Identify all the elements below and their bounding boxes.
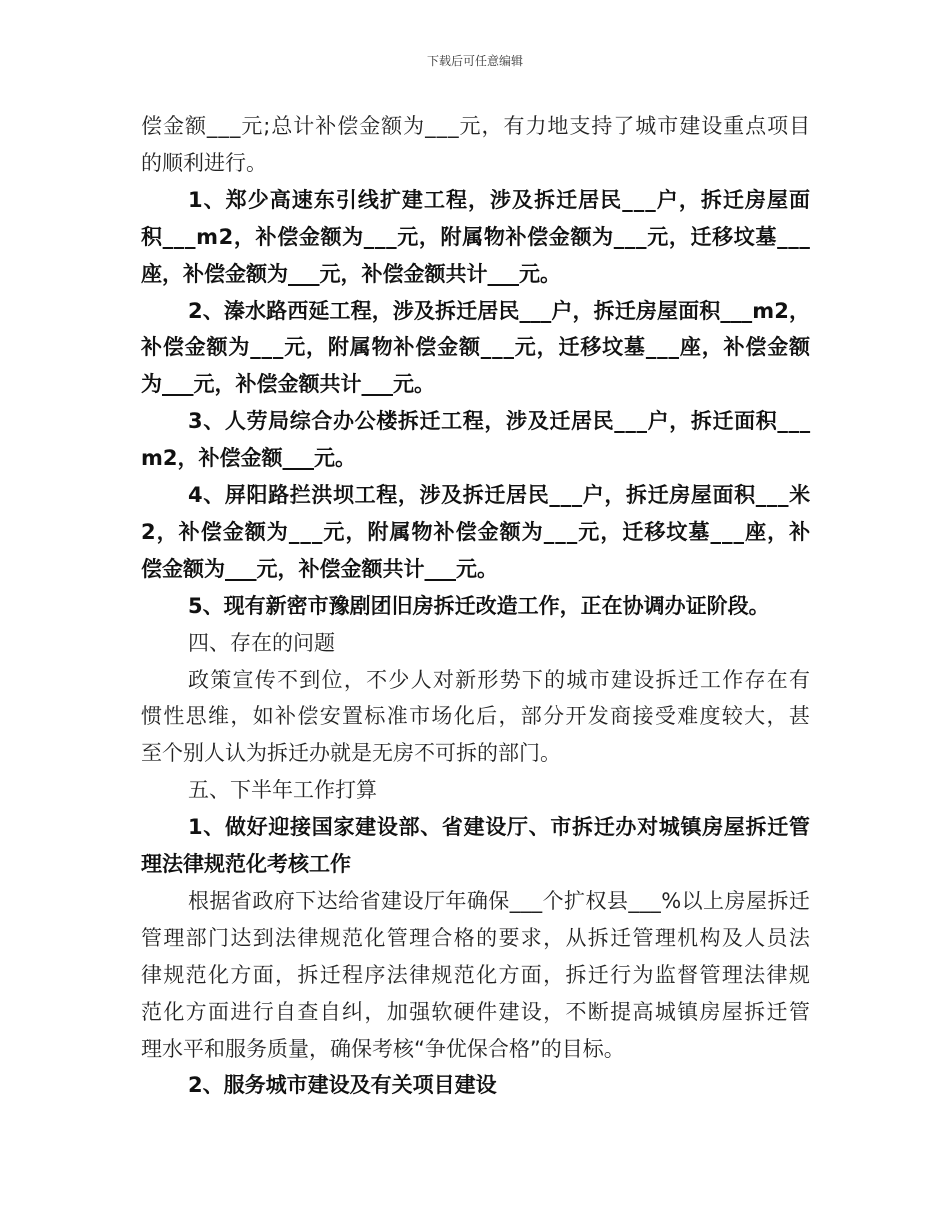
text-line: 3、人劳局综合办公楼拆迁工程，涉及迁居民___户，拆迁面积___ <box>188 409 811 434</box>
text-line: 4、屏阳路拦洪坝工程，涉及拆迁居民___户，拆迁房屋面积___米 <box>188 483 811 507</box>
text-line: 根据省政府下达给省建设厅年确保___个扩权县___%以上房屋拆迁 <box>188 888 811 913</box>
text-line: 理水平和服务质量，确保考核“争优保合格”的目标。 <box>141 1036 625 1061</box>
text-line: 四、存在的问题 <box>188 630 335 655</box>
text-line: 2、服务城市建设及有关项目建设 <box>188 1073 497 1098</box>
text-line: 2，补偿金额为___元，附属物补偿金额为___元，迁移坟墓___座，补 <box>141 519 812 544</box>
text-line: 五、下半年工作打算 <box>188 778 377 803</box>
text-line: 补偿金额为___元，附属物补偿金额___元，迁移坟墓___座，补偿金额 <box>141 335 811 360</box>
text-line: 政策宣传不到位，不少人对新形势下的城市建设拆迁工作存在有 <box>188 667 812 692</box>
text-line: 至个别人认为拆迁办就是无房不可拆的部门。 <box>141 741 561 766</box>
text-line: 2、溱水路西延工程，涉及拆迁居民___户，拆迁房屋面积___m2， <box>188 298 811 323</box>
text-line: 管理部门达到法律规范化管理合格的要求，从拆迁管理机构及人员法 <box>141 925 812 950</box>
text-line: 积___m2，补偿金额为___元，附属物补偿金额为___元，迁移坟墓___ <box>141 224 811 249</box>
text-line: 惯性思维，如补偿安置标准市场化后，部分开发商接受难度较大，甚 <box>141 704 812 729</box>
text-line: 5、现有新密市豫剧团旧房拆迁改造工作，正在协调办证阶段。 <box>188 593 770 618</box>
text-line: 律规范化方面，拆迁程序法律规范化方面，拆迁行为监督管理法律规 <box>141 962 812 987</box>
text-line: 座，补偿金额为___元，补偿金额共计___元。 <box>141 261 561 286</box>
page-header: 下载后可任意编辑 <box>426 54 523 68</box>
text-line: m2，补偿金额___元。 <box>141 446 356 471</box>
text-line: 理法律规范化考核工作 <box>141 852 351 876</box>
text-line: 为___元，补偿金额共计___元。 <box>141 372 435 397</box>
text-line: 1、做好迎接国家建设部、省建设厅、市拆迁办对城镇房屋拆迁管 <box>188 815 811 840</box>
text-line: 1、郑少高速东引线扩建工程，涉及拆迁居民___户，拆迁房屋面 <box>188 187 812 212</box>
text-line: 的顺利进行。 <box>141 150 267 175</box>
text-line: 范化方面进行自查自纠，加强软硬件建设，不断提高城镇房屋拆迁管 <box>141 999 812 1024</box>
text-line: 偿金额___元;总计补偿金额为___元，有力地支持了城市建设重点项目 <box>141 114 812 138</box>
text-line: 偿金额为___元，补偿金额共计___元。 <box>141 556 498 581</box>
